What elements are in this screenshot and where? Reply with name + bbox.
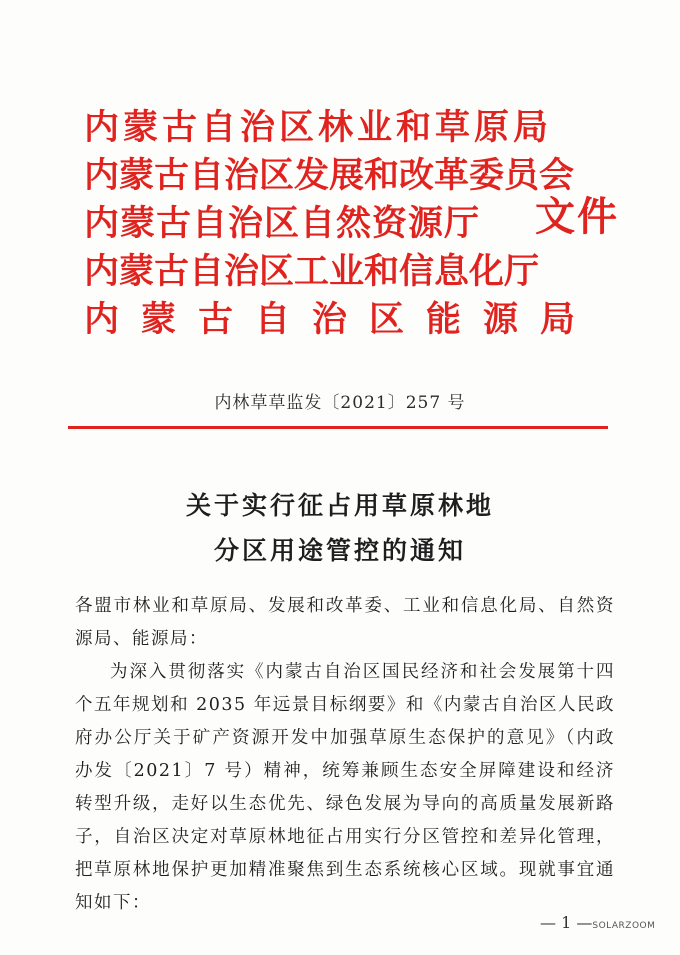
red-divider-line [68, 426, 608, 429]
issuer-forestry-grassland: 内蒙古自治区林业和草原局 [84, 107, 553, 148]
document-body [75, 590, 615, 920]
page-number: — 1 — [540, 913, 593, 932]
document-number: 内林草草监发〔2021〕257 号 [214, 393, 466, 413]
document-suffix: 文件 [535, 193, 619, 240]
document-title-line-1: 关于实行征占用草原林地 [185, 491, 494, 520]
salutation: 各盟市林业和草原局、发展和改革委、工业和信息化局、自然资源局、能源局： [75, 596, 615, 649]
issuer-natural-resources: 内蒙古自治区自然资源厅 [84, 203, 481, 244]
issuer-energy: 内蒙古自治区能源局 [84, 299, 598, 340]
issuer-industry-it: 内蒙古自治区工业和信息化厅 [84, 251, 540, 292]
body-paragraph: 为深入贯彻落实《内蒙古自治区国民经济和社会发展第十四个五年规划和 2035 年远景目标纲要》和《内蒙古自治区人民政府办公厅关于矿产资源开发中加强草原生态保护的意见》（内政办发〔2021〕7 号）精神，统筹兼顾生态安全屏障建设和经济转型升级，走好以生态优先、绿色发展为导向的高质量发展新路子，自治区决定对草原林地征占用实行分区管控和差异化管理，把草原林地保护更加精准聚焦到生态系统核心区域。现就事宜通知如下： [75, 662, 615, 913]
page-footer [540, 913, 655, 932]
issuer-development-reform: 内蒙古自治区发展和改革委员会 [84, 155, 575, 196]
watermark-text: SOLARZOOM [592, 921, 656, 931]
document-title-line-2: 分区用途管控的通知 [213, 536, 466, 565]
